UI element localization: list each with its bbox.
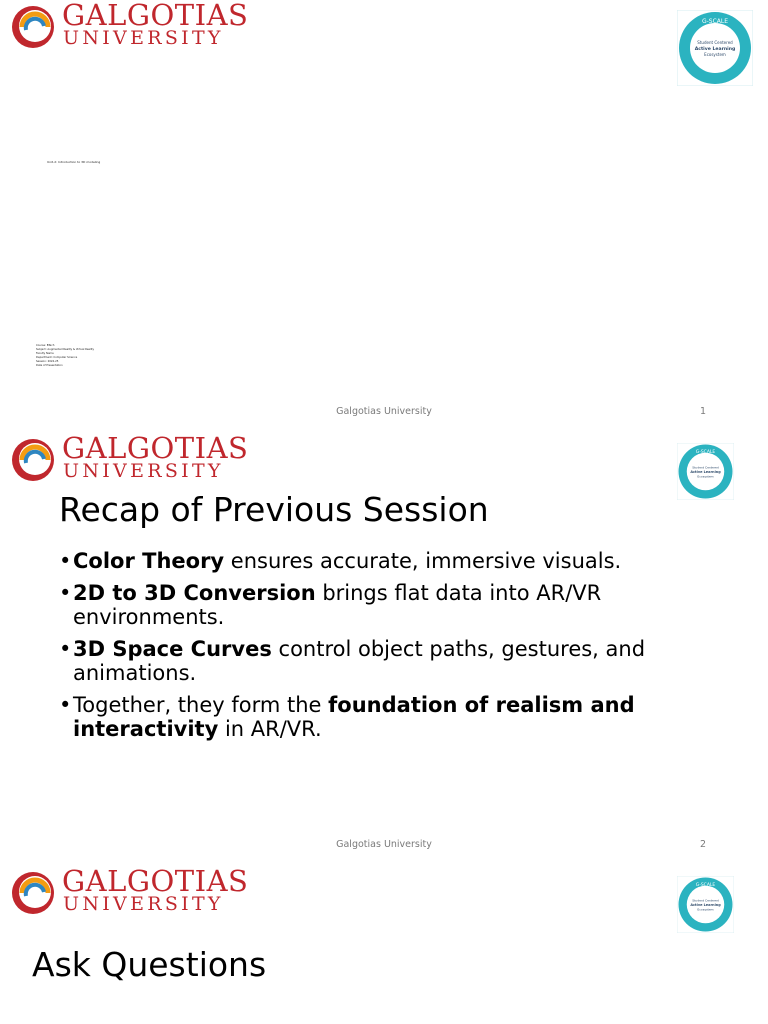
bullet-item (59, 581, 719, 629)
badge-line-2: Active Learning (690, 903, 721, 907)
university-swirl-icon (10, 4, 56, 50)
bullet-dot-icon: • (59, 581, 72, 605)
g-scale-badge-icon (677, 443, 734, 500)
bullet-bold: 3D Space Curves (73, 637, 272, 661)
bullet-text: Together, they form the (73, 693, 329, 717)
slide-1-title: Unit-2: Introduction to 3D modeling (47, 160, 101, 164)
university-swirl-icon (10, 870, 56, 916)
badge-line-3: Ecosystem (704, 52, 726, 57)
badge-ring-text: G-SCALE (695, 882, 716, 888)
bullet-bold: 2D to 3D Conversion (73, 581, 316, 605)
bullet-item (59, 637, 719, 685)
badge-line-3: Ecosystem (697, 474, 714, 479)
slide-1-info (36, 344, 94, 368)
badge-ring-text: G-SCALE (695, 449, 716, 455)
bullet-bold: foundation of realism and interactivity (73, 693, 635, 741)
info-line: Faculty Name (36, 352, 54, 355)
bullet-bold: Color Theory (73, 549, 225, 573)
university-subtitle: UNIVERSITY (63, 893, 224, 915)
bullet-item (59, 693, 719, 741)
recap-bullet-list (59, 549, 719, 749)
slide-page-number: 2 (700, 839, 707, 850)
bullet-dot-icon: • (59, 549, 72, 573)
bullet-dot-icon: • (59, 693, 72, 717)
slide-footer: Galgotias University (336, 406, 432, 417)
slide-3 (0, 866, 768, 1024)
info-line: Course: BTech (36, 344, 55, 347)
badge-line-2: Active Learning (690, 470, 721, 474)
slide-2 (0, 433, 768, 866)
university-subtitle: UNIVERSITY (63, 460, 224, 482)
university-logo (10, 864, 249, 918)
bullet-text-end: in AR/VR. (218, 717, 322, 741)
university-subtitle: UNIVERSITY (63, 27, 224, 49)
info-line: Subject: Augmented Reality & Virtual Reality (36, 348, 95, 351)
university-logo (10, 0, 249, 52)
bullet-text: brings flat data into AR/VR environments. (73, 581, 602, 629)
badge-line-3: Ecosystem (697, 907, 714, 912)
badge-line-1: Student Centered (697, 40, 733, 45)
badge-line-2: Active Learning (694, 47, 736, 52)
g-scale-badge (677, 10, 753, 86)
badge-line-1: Student Centered (692, 465, 719, 470)
slide-footer: Galgotias University (336, 839, 432, 850)
university-name: GALGOTIAS (62, 864, 249, 898)
university-logo (10, 431, 249, 485)
badge-line-1: Student Centered (692, 898, 719, 903)
university-name: GALGOTIAS (62, 0, 249, 32)
university-name: GALGOTIAS (62, 431, 249, 465)
info-line: Session: 2024-25 (36, 360, 59, 363)
bullet-text: ensures accurate, immersive visuals. (224, 549, 622, 573)
slide-3-title: Ask Questions (32, 945, 267, 984)
slide-1 (0, 0, 768, 433)
slide-2-title: Recap of Previous Session (59, 490, 489, 529)
bullet-dot-icon: • (59, 637, 72, 661)
bullet-text: control object paths, gestures, and animations. (73, 637, 646, 685)
g-scale-badge (677, 876, 734, 933)
bullet-item (59, 549, 719, 573)
g-scale-badge (677, 443, 734, 500)
g-scale-badge-icon (677, 876, 734, 933)
info-line: Department: Computer Science (36, 356, 78, 359)
badge-ring-text: G-SCALE (701, 18, 729, 25)
info-line: Date of Presentation (36, 364, 63, 367)
slide-page-number: 1 (700, 406, 707, 417)
university-swirl-icon (10, 437, 56, 483)
g-scale-badge-icon (677, 10, 753, 86)
